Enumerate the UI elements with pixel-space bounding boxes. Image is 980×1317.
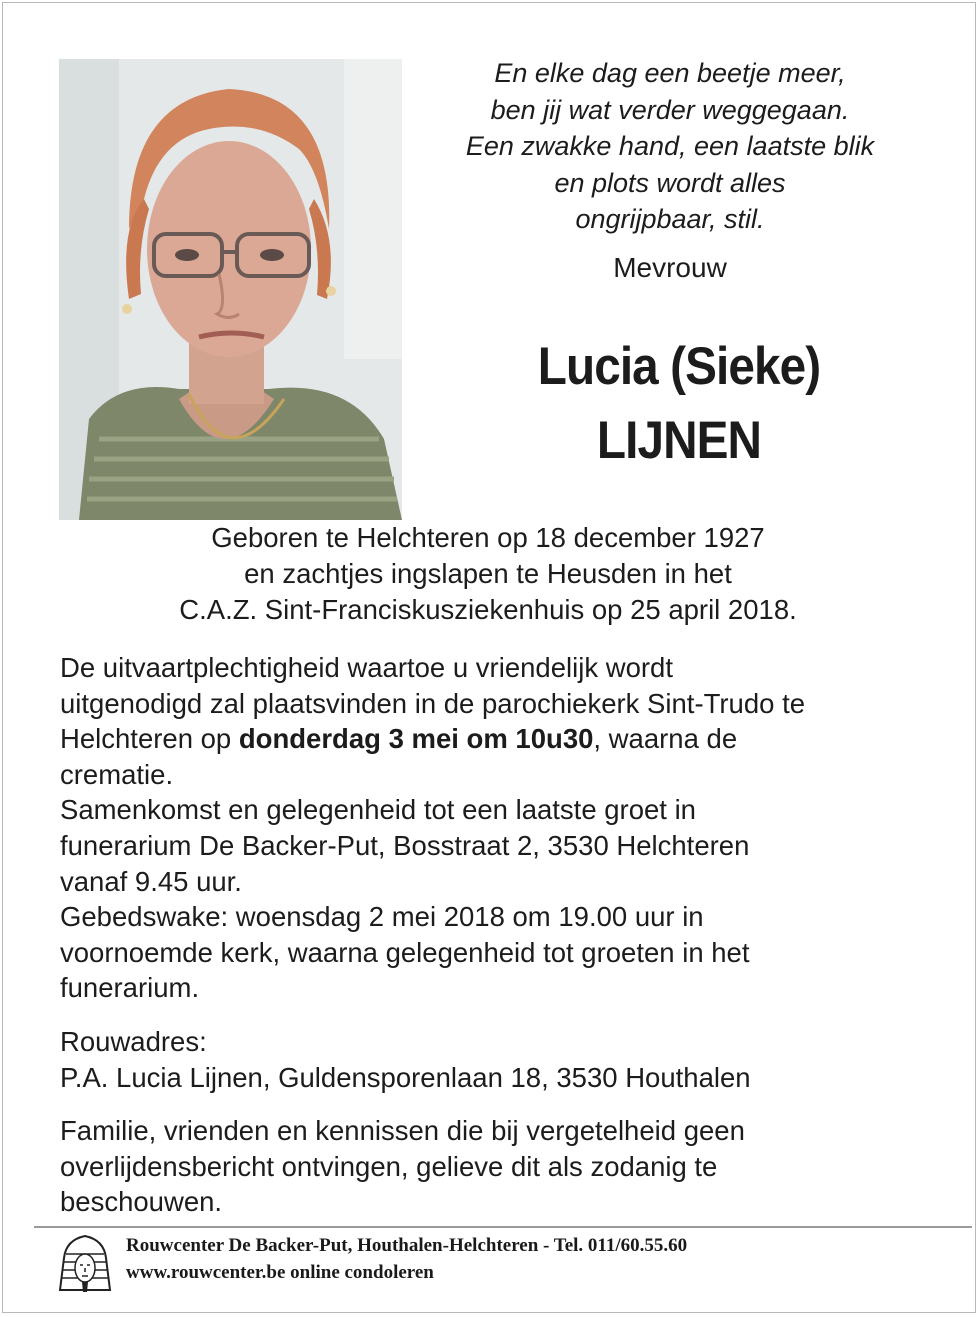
announcement-body	[60, 650, 940, 1220]
closing-line: overlijdensbericht ontvingen, gelieve dit als zodanig te	[60, 1150, 718, 1182]
birth-line: Geboren te Helchteren op 18 december 1927	[211, 522, 765, 553]
poem-line: ben jij wat verder weggegaan.	[490, 94, 850, 125]
poem-line: En elke dag een beetje meer,	[494, 58, 846, 88]
birth-line: en zachtjes ingslapen te Heusden in het	[244, 558, 732, 589]
address-value: P.A. Lucia Lijnen, Guldensporenlaan 18, 3530 Houthalen	[60, 1061, 751, 1093]
ceremony-date: donderdag 3 mei om 10u30	[238, 723, 594, 755]
deceased-name	[445, 330, 913, 478]
ceremony-line: De uitvaartplechtigheid waartoe u vriendelijk wordt	[60, 652, 673, 683]
closing-line: beschouwen.	[60, 1186, 223, 1218]
ceremony-line: uitgenodigd zal plaatsvinden in de parochiekerk Sint-Trudo te	[60, 687, 805, 719]
poem-line: en plots wordt alles	[554, 167, 786, 198]
poem	[420, 55, 920, 238]
ceremony-line: crematie.	[60, 758, 174, 790]
ceremony-line: vanaf 9.45 uur.	[60, 865, 242, 897]
last-name: LIJNEN	[596, 411, 762, 470]
funeral-home-contact: Rouwcenter De Backer-Put, Houthalen-Helchteren - Tel. 011/60.55.60	[126, 1235, 688, 1256]
poem-line: ongrijpbaar, stil.	[575, 204, 765, 234]
ceremony-line: voornoemde kerk, waarna gelegenheid tot groeten in het	[60, 936, 750, 968]
ceremony-text: Helchteren op	[60, 723, 239, 755]
ceremony-line: Gebedswake: woensdag 2 mei 2018 om 19.00 uur in	[60, 901, 704, 933]
ceremony-line	[60, 721, 940, 757]
ceremony-line: Samenkomst en gelegenheid tot een laatste groet in	[60, 794, 696, 826]
address-label: Rouwadres:	[60, 1025, 207, 1057]
pharaoh-logo-icon	[58, 1234, 112, 1296]
first-name: Lucia (Sieke)	[537, 337, 821, 396]
ceremony-text: , waarna de	[593, 723, 738, 755]
poem-line: Een zwakke hand, een laatste blik	[465, 131, 875, 161]
portrait-photo	[59, 59, 402, 520]
salutation: Mevrouw	[613, 252, 727, 283]
footer	[126, 1232, 966, 1286]
footer-divider	[34, 1226, 972, 1228]
closing-line: Familie, vrienden en kennissen die bij vergetelheid geen	[60, 1115, 745, 1147]
ceremony-line: funerarium De Backer-Put, Bosstraat 2, 3530 Helchteren	[60, 829, 750, 861]
birth-line: C.A.Z. Sint-Franciskusziekenhuis op 25 april 2018.	[179, 594, 797, 625]
ceremony-line: funerarium.	[60, 972, 200, 1004]
website-condolences: www.rouwcenter.be online condoleren	[126, 1262, 434, 1283]
birth-death-info	[60, 520, 916, 628]
